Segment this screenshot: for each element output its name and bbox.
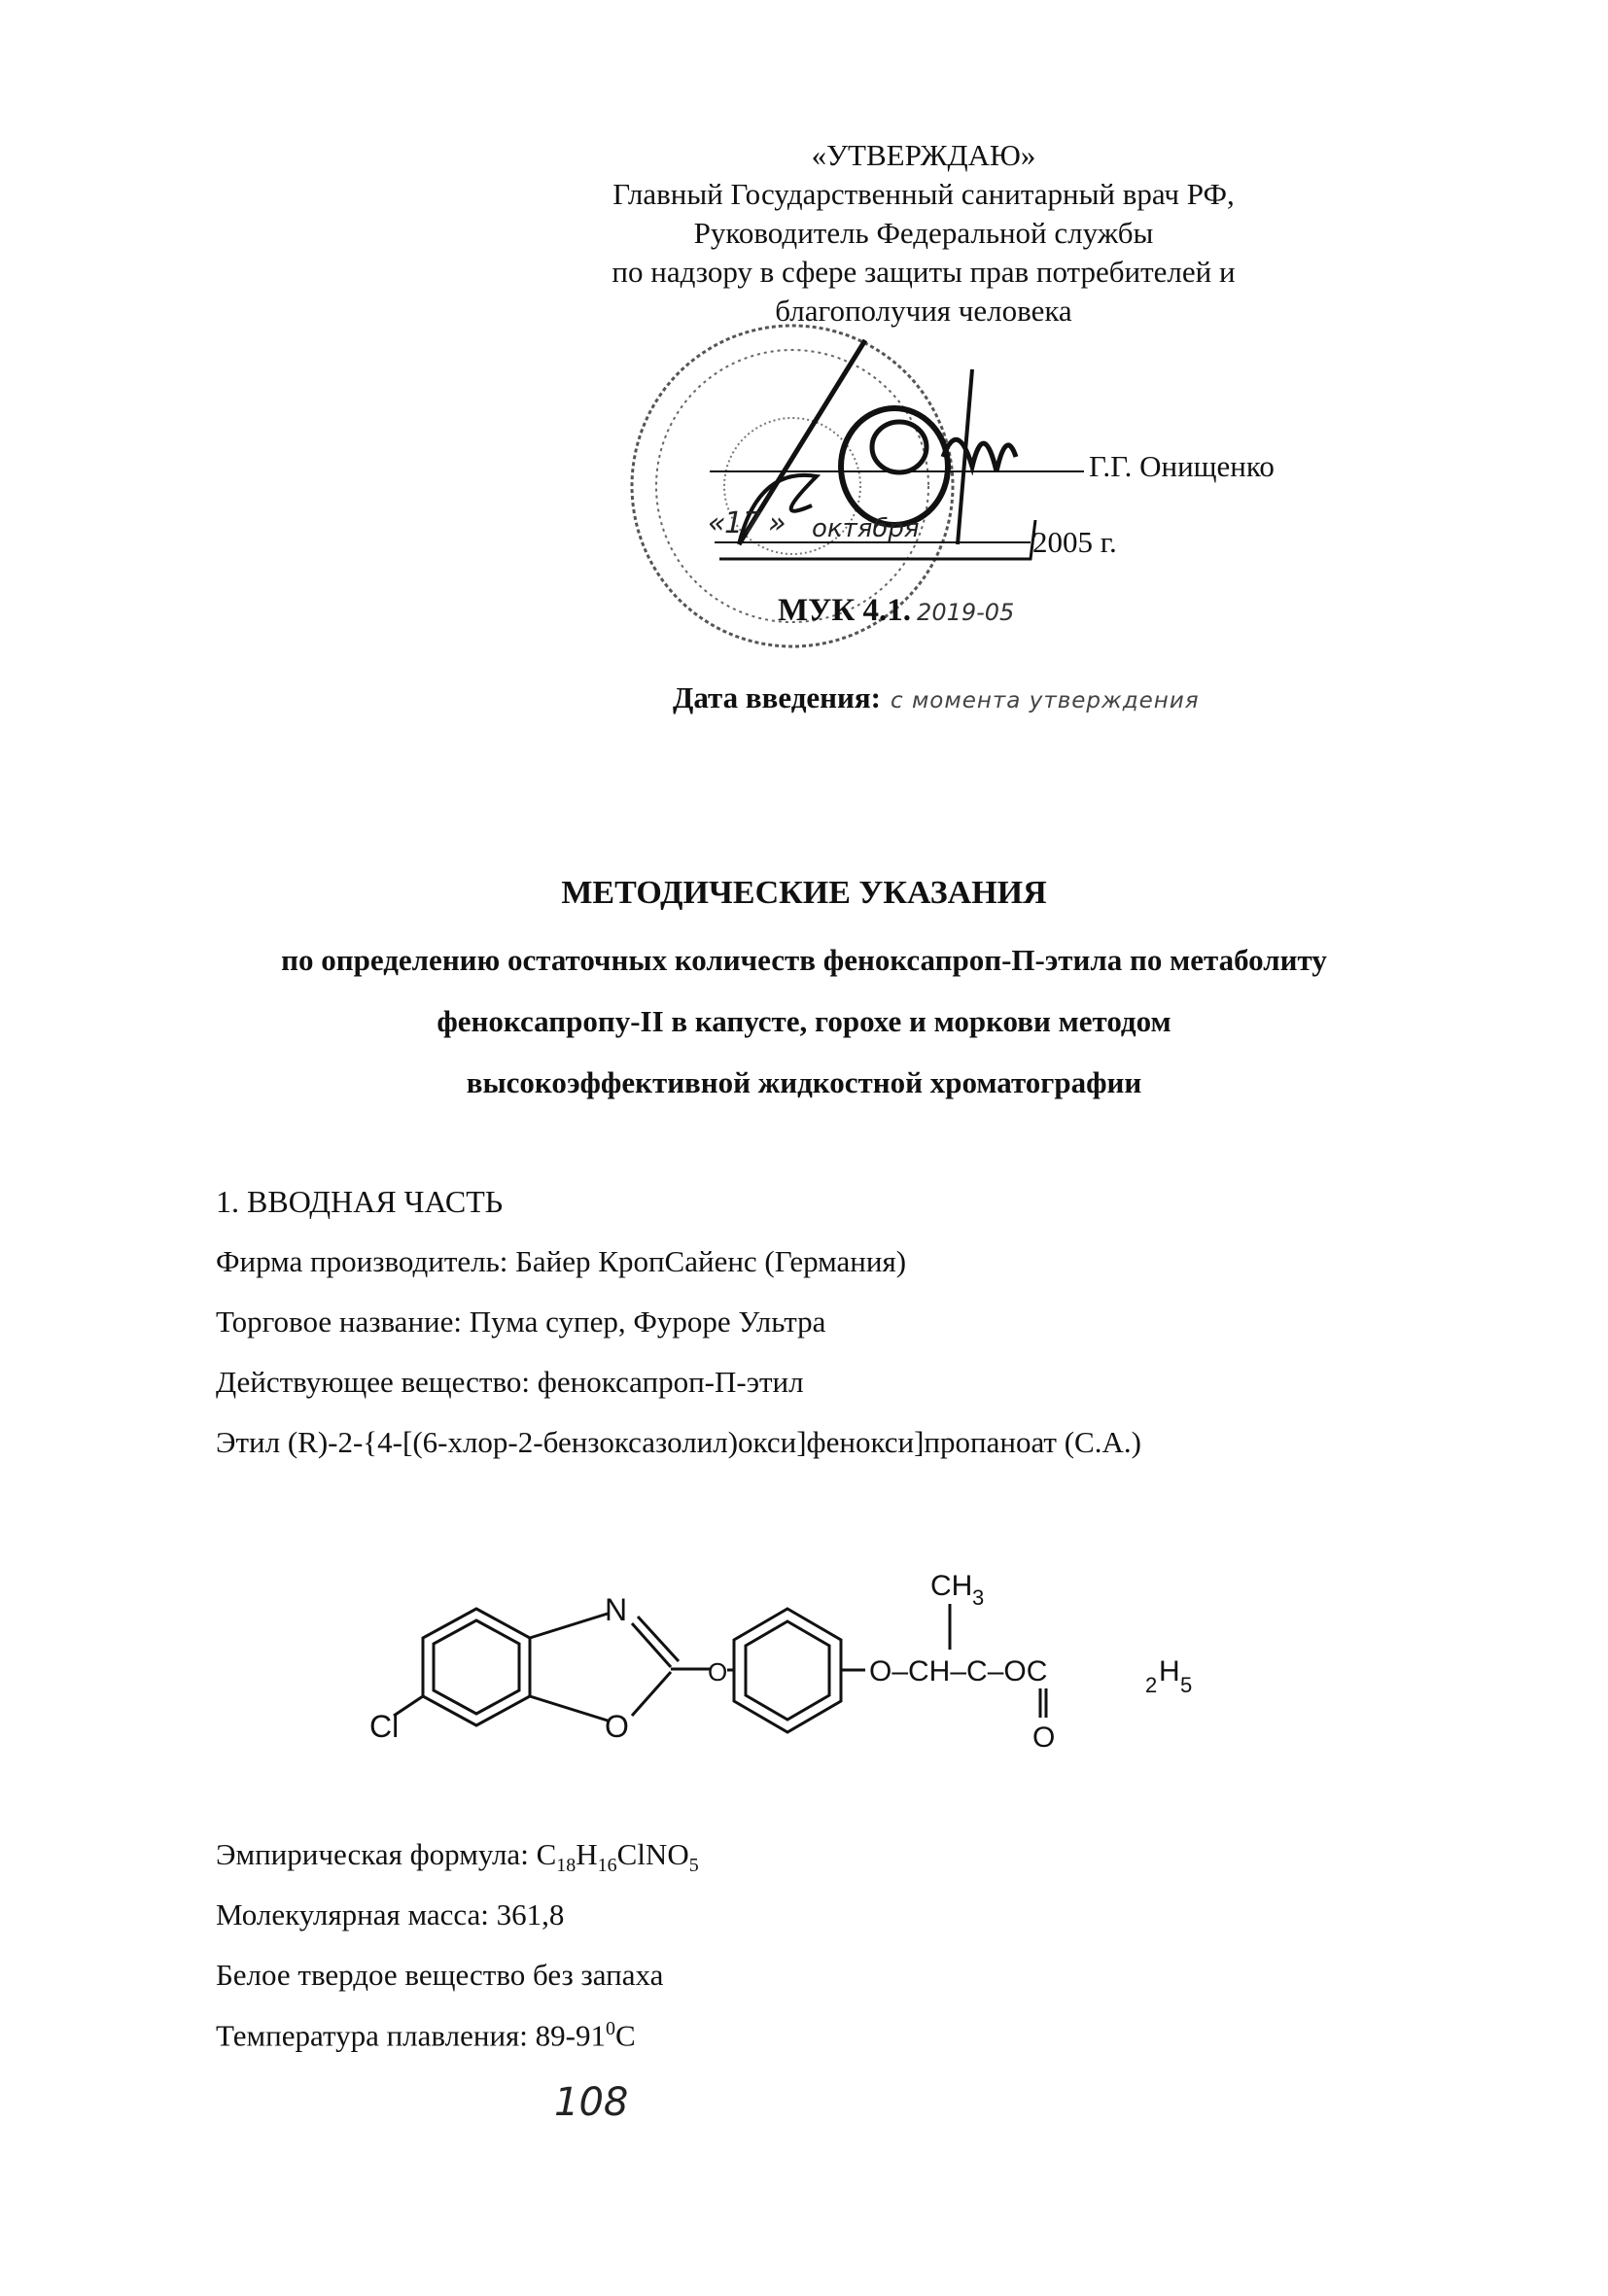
section-heading: 1. ВВОДНАЯ ЧАСТЬ — [216, 1184, 504, 1219]
title-line-2: феноксапропу-II в капусте, горохе и моркови методом — [437, 1004, 1171, 1038]
formula-hydrogen: H — [576, 1837, 598, 1871]
document-title: МЕТОДИЧЕСКИЕ УКАЗАНИЯ — [561, 875, 1047, 911]
formula-oxygen-count: 5 — [688, 1855, 699, 1877]
title-line-3: высокоэффективной жидкостной хроматографии — [466, 1065, 1142, 1099]
melting-label: Температура плавления: 89-91 — [216, 2018, 606, 2053]
h5-label: H — [1159, 1655, 1180, 1687]
active-substance-line: Действующее вещество: феноксапроп-П-этил — [216, 1365, 804, 1399]
ring-oxygen-label: O — [605, 1709, 629, 1744]
date-month-handwritten: октября — [812, 514, 920, 543]
formula-carbon-count: 18 — [556, 1855, 577, 1877]
approval-block — [544, 136, 1303, 330]
manufacturer-line: Фирма производитель: Байер КропСайенс (Германия) — [216, 1244, 907, 1278]
title-line-1: по определению остаточных количеств феноксапроп-П-этила по метаболиту — [281, 943, 1327, 977]
side-chain-label: O–CH–C–OC — [869, 1655, 1048, 1687]
muk-prefix: МУК 4.1. — [778, 593, 912, 628]
nitrogen-label: N — [605, 1592, 628, 1627]
formula-label: Эмпирическая формула: — [216, 1837, 537, 1871]
chemical-name-line: Этил (R)-2-{4-[(6-хлор-2-бензоксазолил)окси]фенокси]пропаноат (С.А.) — [216, 1425, 1141, 1459]
approval-heading: «УТВЕРЖДАЮ» — [811, 138, 1036, 172]
methyl-label: CH — [930, 1570, 973, 1602]
chlorine-label: Cl — [369, 1709, 400, 1744]
c2-subscript: 2 — [1145, 1673, 1158, 1697]
date-day-handwritten: 17 — [724, 506, 762, 540]
intro-date-label: Дата введения: — [673, 680, 881, 714]
methyl-subscript: 3 — [972, 1585, 985, 1610]
introduction-date — [673, 680, 1200, 715]
svg-text:«: « — [708, 506, 726, 540]
signer-name: Г.Г. Онищенко — [1089, 449, 1275, 483]
formula-rest: ClNO — [616, 1837, 689, 1871]
structural-formula — [350, 1560, 1225, 1764]
approval-year: 2005 г. — [1032, 525, 1117, 559]
approval-line-1: Главный Государственный санитарный врач РФ, — [612, 177, 1235, 211]
muk-number — [778, 593, 1014, 629]
formula-hydrogen-count: 16 — [597, 1855, 617, 1877]
h5-subscript: 5 — [1180, 1673, 1193, 1697]
approval-line-2: Руководитель Федеральной службы — [693, 216, 1154, 250]
approval-line-4: благополучия человека — [775, 294, 1072, 328]
degree-sign: 0 — [606, 2018, 615, 2039]
svg-text:»: » — [768, 506, 787, 540]
empirical-formula — [216, 1837, 699, 1877]
trade-name-line: Торговое название: Пума супер, Фуроре Ультра — [216, 1305, 826, 1339]
melting-point — [216, 2018, 636, 2053]
muk-handwritten: 2019-05 — [917, 599, 1015, 626]
molecular-mass: Молекулярная масса: 361,8 — [216, 1897, 565, 1931]
appearance: Белое твердое вещество без запаха — [216, 1958, 664, 1992]
formula-carbon: C — [536, 1837, 557, 1871]
link-oxygen-label: O — [708, 1657, 728, 1687]
intro-date-handwritten: с момента утверждения — [890, 688, 1200, 713]
carbonyl-oxygen-label: O — [1032, 1722, 1056, 1754]
melting-unit: С — [615, 2018, 636, 2053]
approval-line-3: по надзору в сфере защиты прав потребителей и — [612, 255, 1236, 289]
page-number: 108 — [554, 2080, 629, 2125]
